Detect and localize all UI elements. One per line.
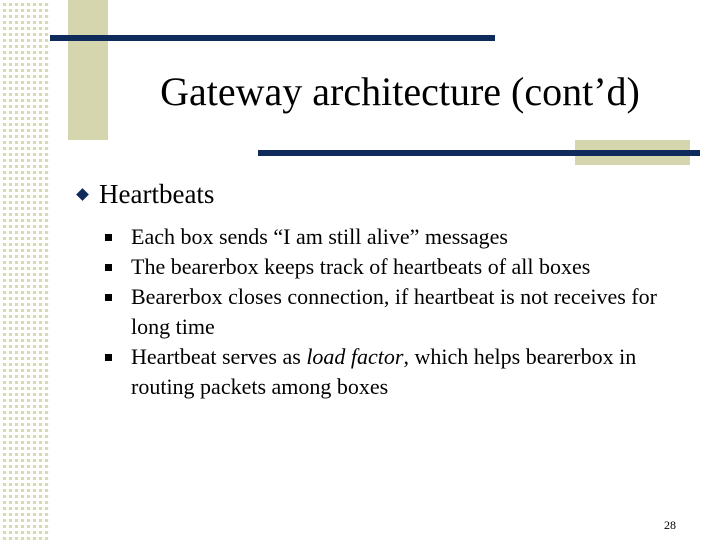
- list-item-text: Each box sends “I am still alive” messages: [131, 224, 508, 249]
- sub-bullet-list: [105, 222, 675, 402]
- square-bullet-icon: [105, 264, 112, 271]
- slide-title: Gateway architecture (cont’d): [160, 69, 640, 114]
- square-bullet-icon: [105, 294, 112, 301]
- square-bullet-icon: [105, 354, 112, 361]
- list-item-text: Bearerbox closes connection, if heartbeat is not receives for long time: [131, 284, 657, 339]
- title-rule-bottom: [258, 150, 700, 156]
- list-item: [105, 252, 675, 282]
- square-bullet-icon: [105, 234, 112, 241]
- accent-block-top: [68, 0, 108, 140]
- list-item-text: Heartbeat serves as load factor, which helps bearerbox in routing packets among boxes: [131, 344, 637, 399]
- title-rule-top: [50, 35, 495, 41]
- load-factor-term: load factor: [306, 344, 404, 369]
- list-item: [105, 222, 675, 252]
- main-bullet-text: Heartbeats: [99, 179, 215, 209]
- list-item: [105, 282, 675, 342]
- list-item: [105, 342, 675, 402]
- list-item-text: The bearerbox keeps track of heartbeats of all boxes: [131, 254, 591, 279]
- page-number: 28: [664, 518, 676, 532]
- decorative-stripe-panel: [0, 0, 50, 540]
- diamond-bullet-icon: [76, 188, 89, 201]
- main-bullet: [74, 178, 214, 210]
